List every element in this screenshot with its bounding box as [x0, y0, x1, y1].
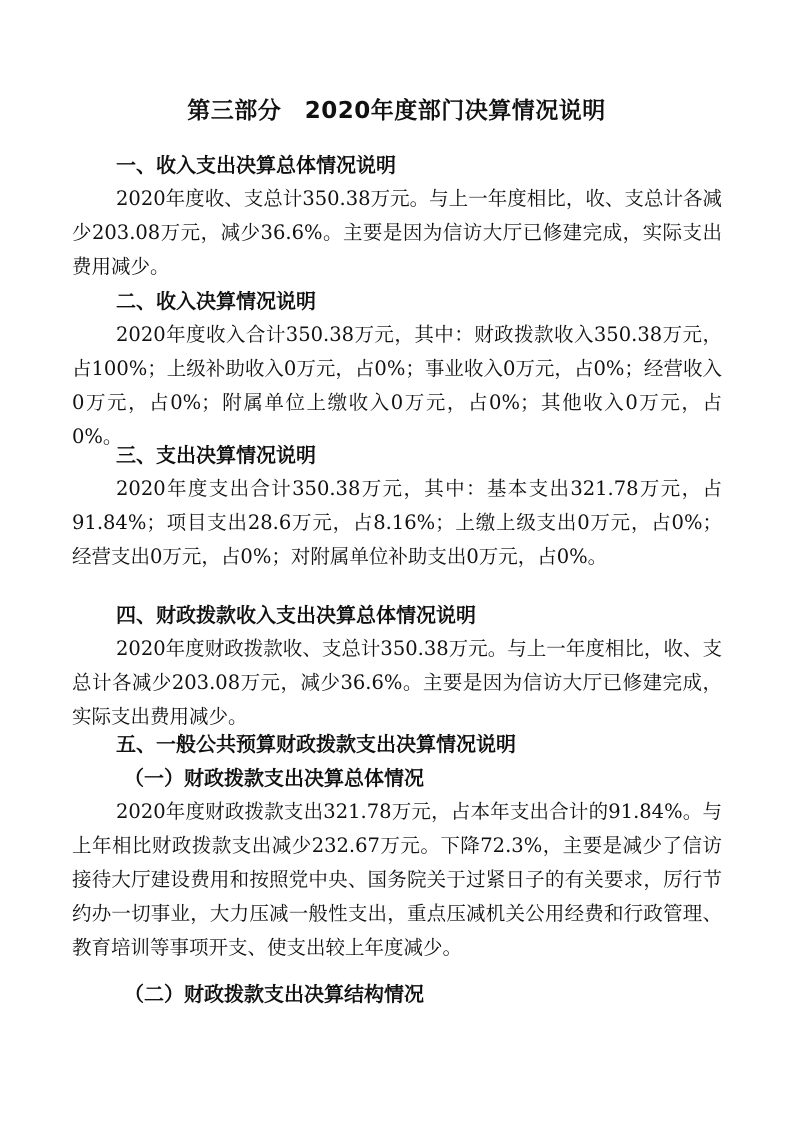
section-3-body: 2020年度支出合计350.38万元，其中：基本支出321.78万元，占91.84%；项目支出28.6万元，占8.16%；上缴上级支出0万元，占0%；经营支出0万元，占0%；对附属单位补助支出0万元，占0%。 [72, 477, 722, 568]
section-5-heading: 五、一般公共预算财政拨款支出决算情况说明 [116, 732, 516, 756]
section-5-body: 2020年度财政拨款支出321.78万元，占本年支出合计的91.84%。与上年相比财政拨款支出减少232.67万元。下降72.3%，主要是减少了信访接待大厅建设费用和按照党中央、国务院关于过紧日子的有关要求，厉行节约办一切事业，大力压减一般性支出，重点压减机关公用经费和行政管理、教育培训等事项开支、使支出较上年度减少。 [72, 800, 722, 959]
section-1 [72, 148, 722, 284]
section-3-heading: 三、支出决算情况说明 [116, 443, 316, 467]
section-2 [72, 284, 722, 454]
section-5-subheading-2: （二）财政拨款支出决算结构情况 [124, 982, 424, 1006]
section-2-heading: 二、收入决算情况说明 [116, 289, 316, 313]
section-1-body: 2020年度收、支总计350.38万元。与上一年度相比，收、支总计各减少203.08万元，减少36.6%。主要是因为信访大厅已修建完成，实际支出费用减少。 [72, 187, 722, 278]
section-4-body: 2020年度财政拨款收、支总计350.38万元。与上一年度相比，收、支总计各减少203.08万元，减少36.6%。主要是因为信访大厅已修建完成，实际支出费用减少。 [72, 637, 722, 728]
page-title: 第三部分 2020年度部门决算情况说明 [187, 98, 606, 124]
section-5 [72, 727, 722, 1011]
section-1-heading: 一、收入支出决算总体情况说明 [116, 153, 396, 177]
section-3 [72, 438, 722, 574]
section-2-body: 2020年度收入合计350.38万元，其中：财政拨款收入350.38万元，占100%；上级补助收入0万元，占0%；事业收入0万元，占0%；经营收入0万元，占0%；附属单位上缴收入0万元，占0%；其他收入0万元，占0%。 [72, 323, 722, 448]
section-4-heading: 四、财政拨款收入支出决算总体情况说明 [116, 603, 476, 627]
section-5-subheading-1: （一）财政拨款支出决算总体情况 [124, 766, 424, 790]
section-4 [72, 598, 722, 734]
